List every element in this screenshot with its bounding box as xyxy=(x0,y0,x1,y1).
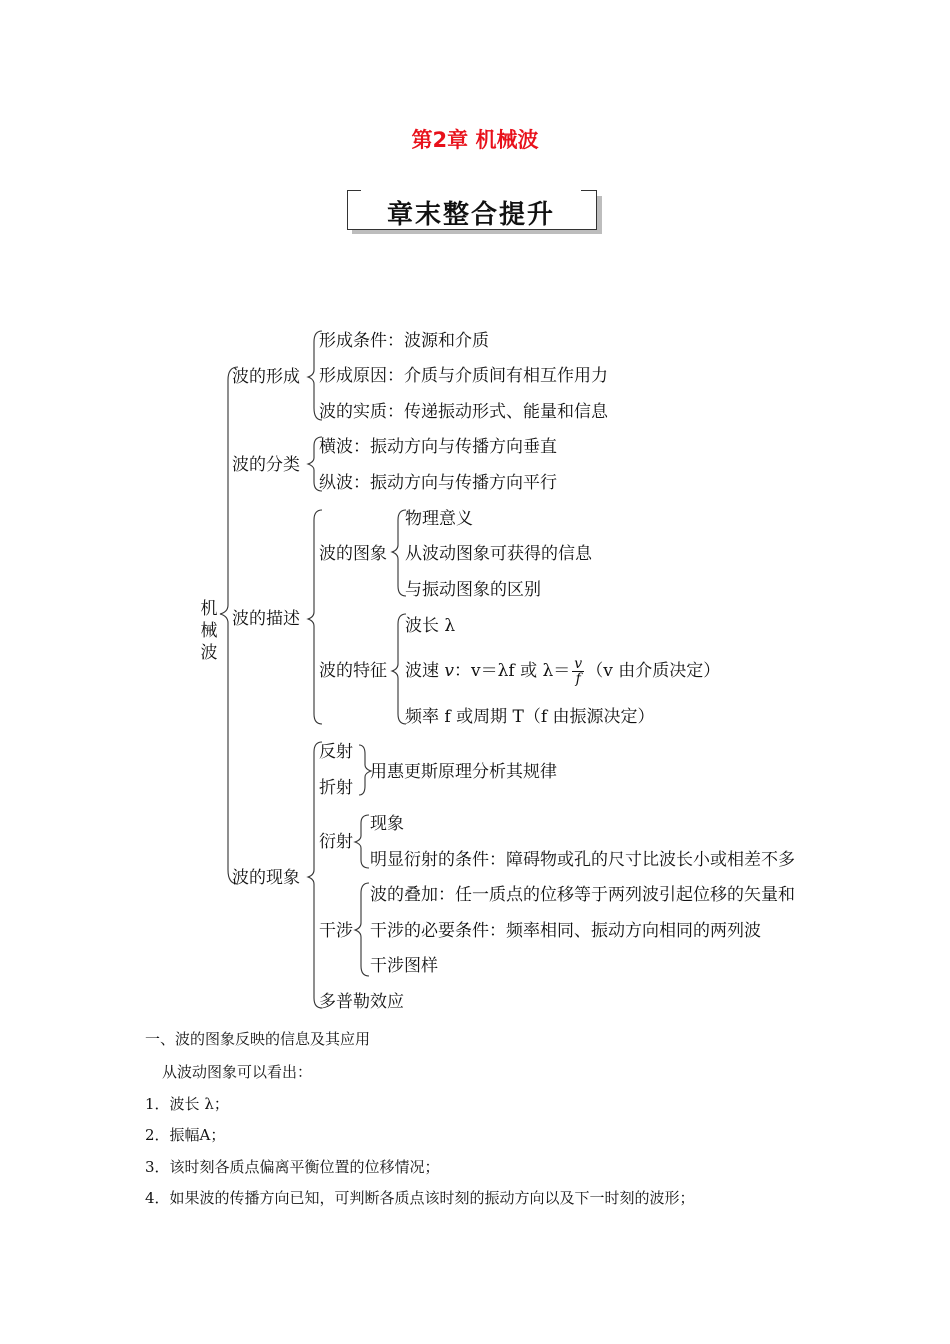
speed-suffix: （v 由介质决定） xyxy=(586,661,721,681)
speed-prefix: 波速 xyxy=(405,661,445,681)
leaf-graph-meaning: 物理意义 xyxy=(405,509,473,529)
node-wave-features: 波的特征 xyxy=(319,661,387,681)
brace-features xyxy=(392,614,406,724)
brace-diffraction xyxy=(355,815,369,868)
leaf-superposition: 波的叠加：任一质点的位移等于两列波引起位移的矢量和 xyxy=(370,885,795,905)
node-diffraction: 衍射 xyxy=(319,832,353,852)
intro-text: 从波动图象可以看出： xyxy=(162,1063,313,1081)
list-item xyxy=(145,1093,229,1114)
list-text: 振幅A； xyxy=(169,1126,226,1144)
speed-symbol: v xyxy=(444,661,455,681)
chapter-title: 第2章 机械波 xyxy=(411,128,539,152)
leaf-graph-information: 从波动图象可获得的信息 xyxy=(405,544,592,564)
speed-formula: ：v＝λf 或 λ＝ xyxy=(454,661,571,681)
leaf-graph-difference: 与振动图象的区别 xyxy=(405,580,541,600)
list-number: 3． xyxy=(145,1158,170,1176)
brace-interference xyxy=(355,883,369,976)
leaf-frequency-period: 频率 f 或周期 T（f 由振源决定） xyxy=(405,707,655,727)
leaf-formation-condition: 形成条件：波源和介质 xyxy=(319,331,489,351)
leaf-transverse-wave: 横波：振动方向与传播方向垂直 xyxy=(319,437,557,457)
list-item xyxy=(145,1187,695,1208)
leaf-formation-cause: 形成原因：介质与介质间有相互作用力 xyxy=(319,366,608,386)
list-item xyxy=(145,1124,225,1145)
leaf-longitudinal-wave: 纵波：振动方向与传播方向平行 xyxy=(319,473,557,493)
leaf-formation-essence: 波的实质：传递振动形式、能量和信息 xyxy=(319,402,608,422)
node-interference: 干涉 xyxy=(319,921,353,941)
leaf-interference-pattern: 干涉图样 xyxy=(370,956,438,976)
list-item xyxy=(145,1156,440,1177)
fraction-numerator: v xyxy=(574,656,583,672)
leaf-interference-condition: 干涉的必要条件：频率相同、振动方向相同的两列波 xyxy=(370,921,761,941)
leaf-wave-speed xyxy=(405,653,720,689)
leaf-diffraction-condition: 明显衍射的条件：障碍物或孔的尺寸比波长小或相差不多 xyxy=(370,850,795,870)
section-heading: 一、波的图象反映的信息及其应用 xyxy=(145,1030,371,1048)
leaf-reflection: 反射 xyxy=(319,742,353,762)
leaf-doppler: 多普勒效应 xyxy=(319,992,404,1012)
node-wave-graph: 波的图象 xyxy=(319,544,387,564)
fraction-denominator: f xyxy=(575,671,581,687)
leaf-wavelength: 波长 λ xyxy=(405,616,456,636)
list-text: 波长 λ； xyxy=(169,1095,229,1113)
leaf-huygens: 用惠更斯原理分析其规律 xyxy=(370,762,557,782)
leaf-diffraction-phenomenon: 现象 xyxy=(370,814,404,834)
speed-fraction xyxy=(572,657,584,686)
node-classification: 波的分类 xyxy=(232,455,300,475)
brace-graph xyxy=(392,510,406,596)
list-text: 如果波的传播方向已知，可判断各质点该时刻的振动方向以及下一时刻的波形； xyxy=(169,1189,695,1207)
leaf-refraction: 折射 xyxy=(319,778,353,798)
list-number: 1． xyxy=(145,1095,170,1113)
concept-map-root: 机械波 xyxy=(200,599,218,663)
list-text: 该时刻各质点偏离平衡位置的位移情况； xyxy=(169,1158,440,1176)
node-phenomena: 波的现象 xyxy=(232,868,300,888)
list-number: 2． xyxy=(145,1126,170,1144)
list-number: 4． xyxy=(145,1189,170,1207)
node-formation: 波的形成 xyxy=(232,367,300,387)
node-description: 波的描述 xyxy=(232,609,300,629)
banner-title: 章末整合提升 xyxy=(386,200,555,230)
